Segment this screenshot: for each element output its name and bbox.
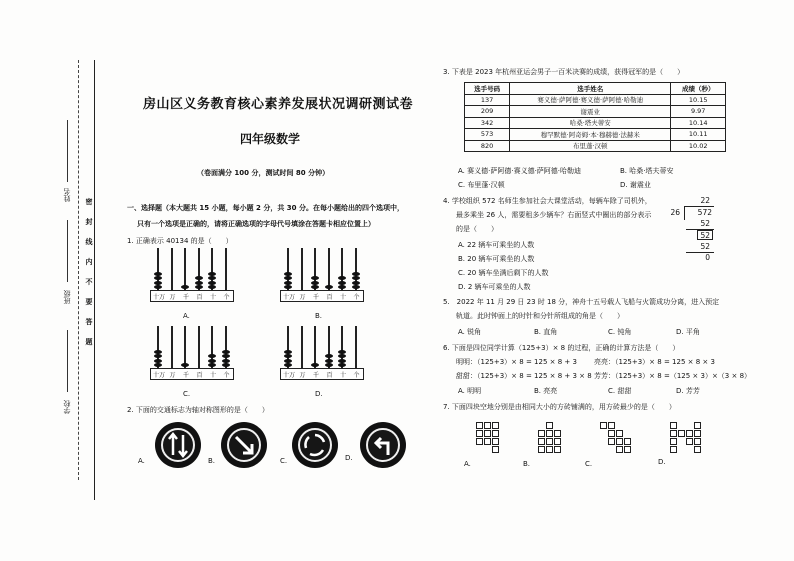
abacus-bead	[208, 363, 216, 367]
abacus-rod	[355, 326, 357, 368]
abacus-bead	[284, 281, 292, 285]
abacus-bead	[208, 359, 216, 363]
division-dividend: 572	[697, 208, 712, 217]
table-cell: 10.15	[671, 94, 726, 106]
abacus-bead	[154, 354, 162, 358]
abacus-bead	[195, 276, 203, 280]
abacus-bead	[338, 354, 346, 358]
table-cell: 谢震业	[510, 106, 671, 118]
abacus-rod	[184, 326, 186, 368]
tile-cell	[546, 430, 553, 437]
table-cell: 赛义德·萨阿德·赛义德·萨阿德·哈勒迪	[510, 94, 671, 106]
q2-option-d[interactable]: D.	[345, 454, 353, 462]
abacus-base	[150, 368, 234, 380]
abacus-place-label: 个	[353, 294, 360, 301]
tile-cell	[608, 430, 615, 437]
tile-cell	[608, 438, 615, 445]
class-label: 班级	[63, 290, 71, 304]
q5-option-d[interactable]: D. 平角	[676, 328, 700, 336]
abacus-rod	[328, 248, 330, 290]
abacus-bead	[195, 281, 203, 285]
roundabout-icon	[292, 422, 338, 468]
abacus-bead	[352, 276, 360, 280]
abacus-rod	[171, 248, 173, 290]
abacus-rod	[225, 248, 227, 290]
q6-option-c[interactable]: C. 甜甜	[608, 387, 632, 395]
q6-text: 6. 下面是四位同学计算（125+3）× 8 的过程，正确的计算方法是（ ）	[443, 344, 680, 352]
page-title: 房山区义务教育核心素养发展状况调研测试卷	[143, 97, 414, 112]
table-cell: 9.97	[671, 106, 726, 118]
abacus-place-label: 万	[169, 372, 176, 379]
abacus-bead	[208, 281, 216, 285]
abacus-bead	[338, 285, 346, 289]
tile-cell	[624, 438, 631, 445]
abacus-bead	[154, 363, 162, 367]
abacus-place-label: 万	[169, 294, 176, 301]
school-label: 学校	[63, 400, 71, 414]
tile-cell	[554, 430, 561, 437]
exam-info: （卷面满分 100 分，测试时间 80 分钟）	[197, 169, 330, 177]
seal-char: 内	[85, 258, 93, 266]
tile-cell	[492, 438, 499, 445]
abacus-place-label: 十	[209, 294, 216, 301]
abacus-bead	[338, 363, 346, 367]
q1-option-b[interactable]: B.	[315, 312, 323, 320]
abacus-bead	[181, 285, 189, 289]
division-quotient: 22	[700, 196, 710, 205]
table-cell: 穆罕默德·阿奇姆·本·穆赫德·法赫米	[510, 129, 671, 141]
division-divisor: 26	[670, 208, 680, 217]
turn-left-arrow-icon	[360, 422, 406, 468]
q7-option-c[interactable]: C.	[585, 460, 593, 468]
abacus-bead	[222, 354, 230, 358]
tile-cell	[600, 422, 607, 429]
abacus-place-label: 千	[312, 372, 319, 379]
abacus-bead	[284, 350, 292, 354]
abacus-bead	[208, 276, 216, 280]
q3-option-b[interactable]: B. 哈桑·塔夫蒂安	[620, 167, 674, 175]
q3-option-d[interactable]: D. 谢震业	[620, 181, 651, 189]
q4-option-d[interactable]: D. 2 辆车可乘坐的人数	[458, 283, 531, 291]
seal-char: 线	[85, 238, 93, 246]
q7-option-d[interactable]: D.	[658, 458, 666, 466]
table-row	[465, 117, 726, 129]
table-header: 选手号码	[465, 83, 510, 95]
abacus-place-label: 千	[312, 294, 319, 301]
tile-cell	[538, 446, 545, 453]
tile-cell	[670, 446, 677, 453]
section-heading-line2: 只有一个选项是正确的，请将正确选项的字母代号填涂在答题卡相应位置上）	[137, 220, 375, 228]
abacus-bead	[338, 281, 346, 285]
seal-char: 答	[85, 318, 93, 326]
tile-cell	[538, 438, 545, 445]
division-step2: 52	[700, 231, 710, 240]
q4-option-c[interactable]: C. 20 辆车坐满后剩下的人数	[458, 269, 549, 277]
abacus-place-label: 万	[299, 372, 306, 379]
class-blank	[67, 220, 68, 282]
q2-option-b[interactable]: B.	[208, 457, 216, 465]
division-remainder: 0	[705, 253, 710, 262]
tile-cell	[616, 446, 623, 453]
abacus-bead	[352, 272, 360, 276]
abacus-bead	[208, 285, 216, 289]
abacus-bead	[154, 281, 162, 285]
tile-cell	[694, 422, 701, 429]
table-row	[465, 94, 726, 106]
abacus-base	[280, 290, 364, 302]
abacus-option-d	[280, 322, 364, 390]
q6-line-fangfang: 芳芳：（125+3）× 8 =（125 × 3）×（3 × 8）	[594, 372, 752, 380]
abacus-place-label: 百	[326, 294, 333, 301]
table-cell: 布里蓬·汉顿	[510, 140, 671, 152]
abacus-bead	[222, 359, 230, 363]
tile-cell	[616, 438, 623, 445]
abacus-place-label: 十	[339, 294, 346, 301]
abacus-place-label: 十	[209, 372, 216, 379]
q2-option-c[interactable]: C.	[280, 457, 288, 465]
table-cell: 10.11	[671, 129, 726, 141]
tile-cell	[686, 438, 693, 445]
abacus-rod	[198, 326, 200, 368]
abacus-bead	[154, 276, 162, 280]
tile-cell	[492, 446, 499, 453]
q2-text: 2. 下面的交通标志为轴对称图形的是（ ）	[127, 406, 269, 414]
abacus-bead	[352, 281, 360, 285]
seal-char: 密	[85, 198, 93, 206]
abacus-bead	[284, 359, 292, 363]
abacus-bead	[311, 285, 319, 289]
table-row	[465, 140, 726, 152]
abacus-bead	[325, 354, 333, 358]
abacus-bead	[325, 359, 333, 363]
abacus-place-label: 十万	[153, 294, 166, 301]
table-row	[465, 129, 726, 141]
table-cell: 342	[465, 117, 510, 129]
q6-line-mingming: 明明：（125+3）× 8 = 125 × 8 + 3	[456, 358, 577, 366]
q5-text-line1: 5. 2022 年 11 月 29 日 23 时 18 分，神舟十五号载人飞船与火箭成功分离，进入预定	[443, 298, 720, 306]
q7-option-b[interactable]: B.	[523, 460, 531, 468]
abacus-bead	[352, 285, 360, 289]
abacus-place-label: 千	[182, 294, 189, 301]
tile-cell	[694, 438, 701, 445]
table-header: 选手姓名	[510, 83, 671, 95]
q7-option-a[interactable]: A.	[464, 460, 471, 468]
table-cell: 573	[465, 129, 510, 141]
abacus-bead	[195, 285, 203, 289]
two-way-arrows-icon	[155, 422, 201, 468]
abacus-bead	[284, 363, 292, 367]
table-cell: 209	[465, 106, 510, 118]
abacus-place-label: 百	[326, 372, 333, 379]
abacus-bead	[284, 272, 292, 276]
abacus-base	[280, 368, 364, 380]
abacus-bead	[222, 350, 230, 354]
q6-option-a[interactable]: A. 明明	[458, 387, 482, 395]
tile-cell	[546, 422, 553, 429]
abacus-bead	[338, 276, 346, 280]
tile-cell	[476, 422, 483, 429]
tile-cell	[670, 422, 677, 429]
tile-cell	[608, 422, 615, 429]
division-step3: 52	[700, 242, 710, 251]
table-cell: 10.14	[671, 117, 726, 129]
abacus-place-label: 千	[182, 372, 189, 379]
table-cell: 820	[465, 140, 510, 152]
abacus-bead	[338, 350, 346, 354]
abacus-bead	[208, 272, 216, 276]
subject-title: 四年级数学	[240, 132, 301, 146]
abacus-rod	[184, 248, 186, 290]
abacus-place-label: 十	[339, 372, 346, 379]
abacus-base	[150, 290, 234, 302]
q1-option-a[interactable]: A.	[183, 312, 190, 320]
tile-cell	[670, 430, 677, 437]
abacus-rod	[301, 326, 303, 368]
q1-option-d[interactable]: D.	[315, 390, 323, 398]
abacus-bead	[284, 285, 292, 289]
abacus-option-a	[150, 244, 234, 312]
abacus-place-label: 十万	[283, 372, 296, 379]
abacus-bead	[338, 359, 346, 363]
seal-char: 要	[85, 298, 93, 306]
abacus-option-b	[280, 244, 364, 312]
tile-cell	[616, 430, 623, 437]
q5-option-c[interactable]: C. 钝角	[608, 328, 632, 336]
seal-notice	[84, 192, 94, 352]
q1-text: 1. 正确表示 40134 的是（ ）	[127, 237, 233, 245]
abacus-bead	[284, 354, 292, 358]
abacus-bead	[311, 363, 319, 367]
diagonal-arrow-icon	[221, 422, 267, 468]
tile-cell	[546, 446, 553, 453]
school-blank	[67, 330, 68, 392]
q4-text-line1: 4. 学校组织 572 名师生参加社会大课堂活动，每辆车除了司机外，	[443, 197, 652, 205]
table-cell: 哈桑·塔夫蒂安	[510, 117, 671, 129]
tile-cell	[624, 446, 631, 453]
tile-cell	[538, 430, 545, 437]
q6-line-liangliang: 亮亮：（125+3）× 8 = 125 × 8 × 3	[594, 358, 715, 366]
abacus-place-label: 十万	[153, 372, 166, 379]
q7-text: 7. 下面四块空地分别是由相同大小的方砖铺满的，用方砖最少的是（ ）	[443, 403, 676, 411]
abacus-bead	[284, 276, 292, 280]
tile-cell	[554, 438, 561, 445]
abacus-place-label: 万	[299, 294, 306, 301]
tile-cell	[694, 446, 701, 453]
table-header: 成绩（秒）	[671, 83, 726, 95]
section-heading: 一、选择题（本大题共 15 小题，每小题 2 分，共 30 分。在每小题给出的四个选项中，	[127, 204, 404, 212]
abacus-bead	[154, 285, 162, 289]
q1-option-c[interactable]: C.	[183, 390, 191, 398]
abacus-rod	[314, 326, 316, 368]
tile-cell	[492, 422, 499, 429]
q3-option-a[interactable]: A. 赛义德·萨阿德·赛义德·萨阿德·哈勒迪	[458, 167, 582, 175]
abacus-bead	[311, 281, 319, 285]
tile-cell	[694, 430, 701, 437]
abacus-bead	[154, 359, 162, 363]
abacus-place-label: 十万	[283, 294, 296, 301]
tile-cell	[678, 430, 685, 437]
abacus-bead	[181, 363, 189, 367]
tile-cell	[476, 430, 483, 437]
abacus-bead	[222, 363, 230, 367]
name-blank	[67, 120, 68, 182]
q6-option-d[interactable]: D. 芳芳	[676, 387, 700, 395]
q2-option-a[interactable]: A.	[138, 457, 145, 465]
abacus-bead	[154, 350, 162, 354]
q5-option-a[interactable]: A. 锐角	[458, 328, 482, 336]
abacus-place-label: 个	[353, 372, 360, 379]
abacus-bead	[154, 272, 162, 276]
q4-text-line3: 的是（ ）	[456, 225, 498, 233]
abacus-place-label: 个	[223, 294, 230, 301]
binding-solid-line	[94, 60, 95, 500]
tile-cell	[554, 446, 561, 453]
abacus-bead	[311, 276, 319, 280]
q5-option-b[interactable]: B. 直角	[534, 328, 558, 336]
q6-option-b[interactable]: B. 亮亮	[534, 387, 558, 395]
abacus-option-c	[150, 322, 234, 390]
q4-option-a[interactable]: A. 22 辆车可乘坐的人数	[458, 241, 535, 249]
table-row	[465, 106, 726, 118]
tile-cell	[670, 438, 677, 445]
division-step1: 52	[700, 219, 710, 228]
tile-cell	[484, 430, 491, 437]
abacus-rod	[171, 326, 173, 368]
q6-line-tiantian: 甜甜：（125+3）× 8 = 125 × 8 + 3 × 8	[456, 372, 592, 380]
seal-char: 封	[85, 218, 93, 226]
tile-cell	[492, 430, 499, 437]
abacus-rod	[301, 248, 303, 290]
q4-text-line2: 最多乘坐 26 人，需要租多少辆车？右面竖式中圈出的部分表示	[456, 211, 652, 219]
q3-text: 3. 下表是 2023 年杭州亚运会男子一百米决赛的成绩，获得冠军的是（ ）	[443, 68, 685, 76]
q5-text-line2: 轨道。此时钟面上的时针和分针所组成的角是（ ）	[456, 312, 624, 320]
tile-cell	[686, 430, 693, 437]
tile-cell	[484, 422, 491, 429]
tile-cell	[484, 438, 491, 445]
seal-char: 题	[85, 338, 93, 346]
seal-char: 不	[85, 278, 93, 286]
table-cell: 10.02	[671, 140, 726, 152]
binding-dashed-line	[78, 60, 79, 480]
results-table	[464, 82, 726, 152]
q4-option-b[interactable]: B. 20 辆车可乘坐的人数	[458, 255, 535, 263]
abacus-bead	[208, 354, 216, 358]
abacus-place-label: 百	[196, 294, 203, 301]
abacus-bead	[325, 363, 333, 367]
tile-cell	[476, 438, 483, 445]
q3-option-c[interactable]: C. 布里蓬·汉顿	[458, 181, 505, 189]
tile-cell	[546, 438, 553, 445]
abacus-place-label: 百	[196, 372, 203, 379]
abacus-place-label: 个	[223, 372, 230, 379]
table-cell: 137	[465, 94, 510, 106]
abacus-bead	[325, 285, 333, 289]
name-label: 姓名	[63, 188, 71, 202]
